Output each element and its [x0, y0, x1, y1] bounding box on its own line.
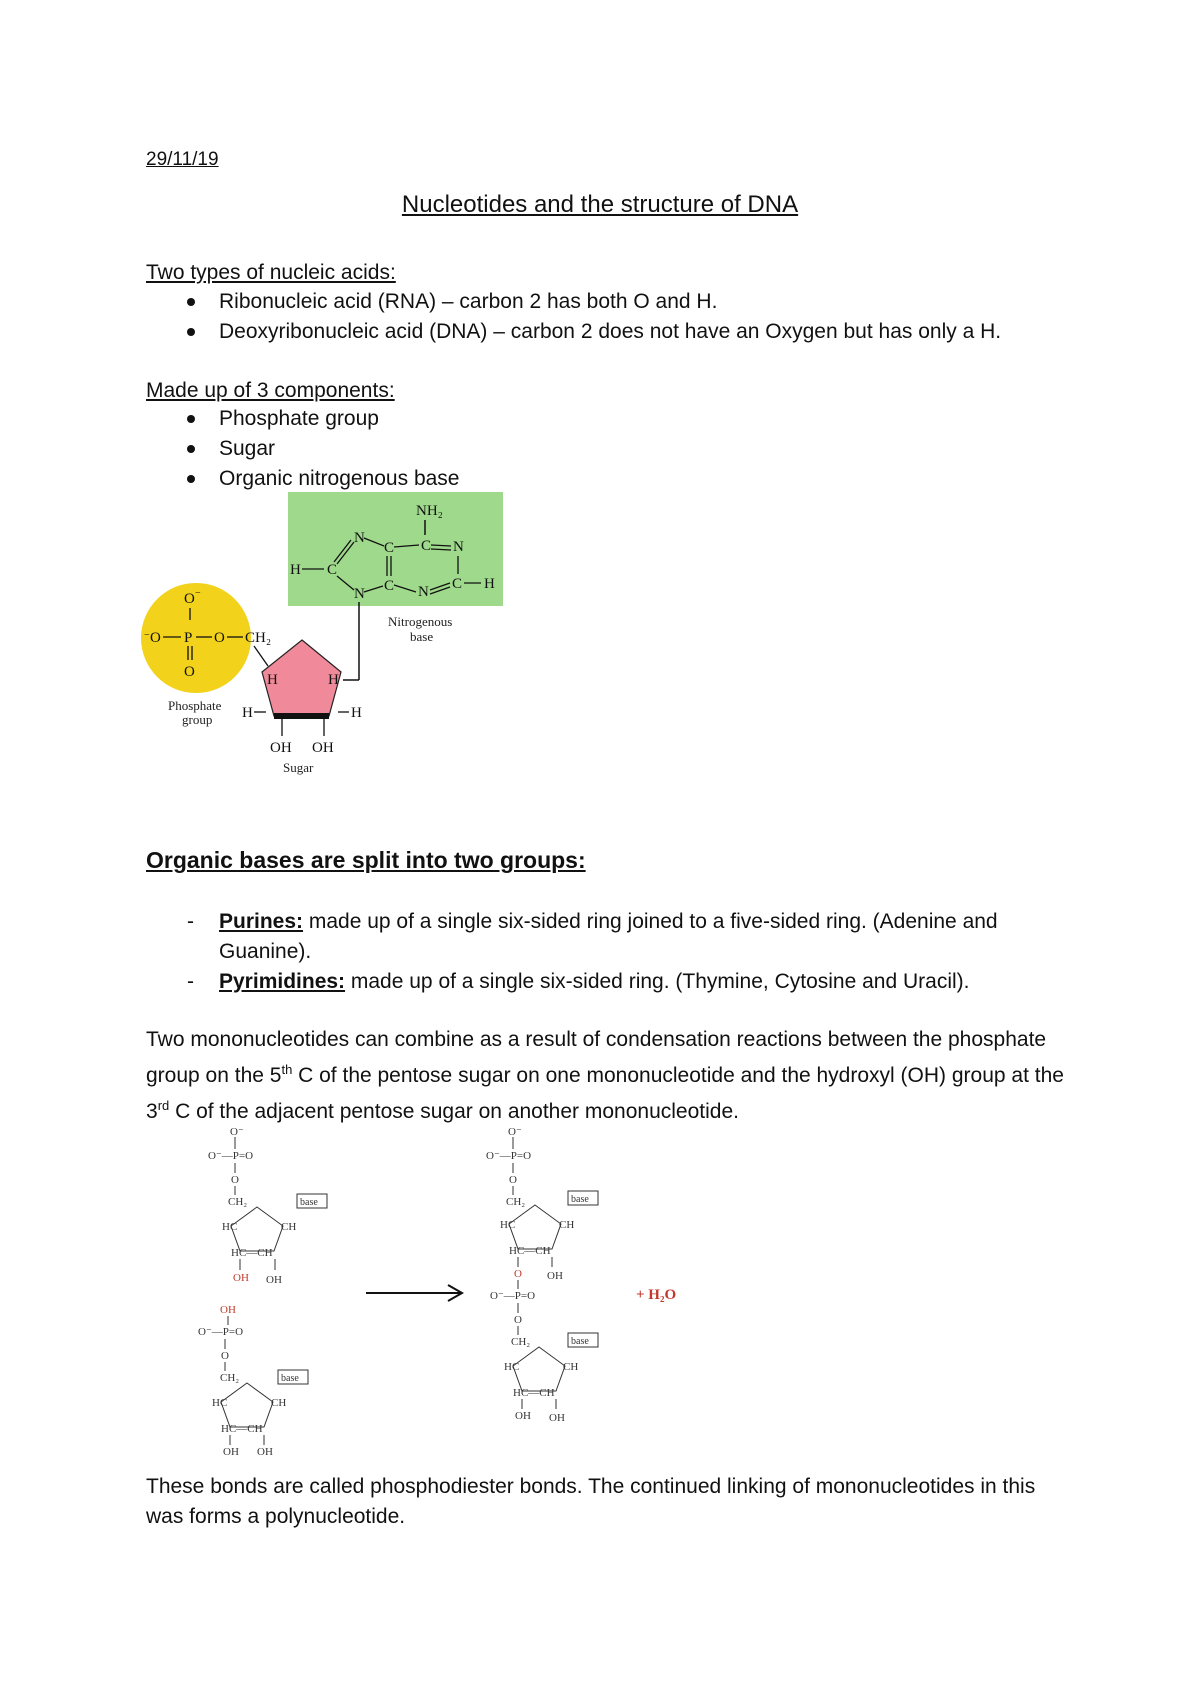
svg-text:HC—CH: HC—CH	[509, 1245, 551, 1257]
condensation-diagram	[190, 1125, 710, 1458]
bases-list	[183, 907, 1083, 997]
svg-text:HC: HC	[222, 1221, 238, 1233]
base-box-label: base	[300, 1197, 318, 1208]
svg-text:C: C	[421, 538, 432, 554]
svg-text:HC—CH: HC—CH	[221, 1423, 263, 1435]
svg-text:CH₂: CH₂	[245, 630, 272, 646]
pyrimidines-term: Pyrimidines:	[219, 970, 346, 993]
svg-text:H: H	[484, 576, 495, 592]
list-item: Ribonucleic acid (RNA) – carbon 2 has both O and H.	[183, 287, 1001, 317]
svg-text:O: O	[514, 1314, 522, 1326]
bases-heading: Organic bases are split into two groups:	[146, 847, 586, 873]
list-item: Deoxyribonucleic acid (DNA) – carbon 2 does not have an Oxygen but has only a H.	[183, 317, 1001, 347]
svg-text:C: C	[452, 576, 463, 592]
svg-text:P: P	[184, 630, 193, 646]
svg-text:C: C	[327, 562, 338, 578]
purines-text: made up of a single six-sided ring joined to a five-sided ring. (Adenine and Guanine).	[219, 910, 998, 963]
svg-text:O⁻: O⁻	[508, 1126, 522, 1138]
svg-text:CH: CH	[271, 1397, 287, 1409]
svg-text:HC—CH: HC—CH	[513, 1387, 555, 1399]
page-title: Nucleotides and the structure of DNA	[401, 191, 799, 218]
svg-text:HC: HC	[212, 1397, 228, 1409]
pyrimidines-text: made up of a single six-sided ring. (Thymine, Cytosine and Uracil).	[345, 970, 970, 993]
condensation-paragraph	[146, 1025, 1076, 1127]
svg-text:H: H	[267, 672, 278, 688]
svg-text:H: H	[351, 705, 362, 721]
svg-text:−: −	[195, 588, 201, 599]
right-dinucleotide	[486, 1126, 598, 1424]
purines-term: Purines:	[219, 910, 304, 933]
svg-text:OH: OH	[547, 1270, 563, 1282]
nucleic-acids-list	[183, 287, 1001, 347]
svg-text:OH: OH	[233, 1272, 249, 1284]
nucleic-acids-heading: Two types of nucleic acids:	[146, 261, 396, 284]
conclusion-paragraph: These bonds are called phosphodiester bonds. The continued linking of mononucleotides in this was forms a polynucleotide.	[146, 1475, 1036, 1528]
svg-text:O: O	[184, 664, 195, 680]
svg-text:CH: CH	[559, 1219, 575, 1231]
svg-text:CH₂: CH₂	[228, 1196, 248, 1208]
svg-text:−: −	[144, 630, 150, 641]
date: 29/11/19	[146, 149, 219, 170]
svg-text:CH: CH	[281, 1221, 297, 1233]
svg-text:O⁻—P=O: O⁻—P=O	[198, 1326, 244, 1338]
text-run: C of the pentose sugar on one mononucleotide and the hydroxyl (OH) group at the 3	[146, 1064, 1064, 1123]
svg-text:OH: OH	[549, 1412, 565, 1424]
svg-text:O: O	[221, 1350, 229, 1362]
components-list	[183, 404, 460, 494]
svg-text:CH₂: CH₂	[511, 1336, 531, 1348]
nitrogenous-base-area	[288, 492, 503, 606]
base-box-label: base	[281, 1373, 299, 1384]
svg-text:N: N	[354, 586, 365, 602]
svg-text:OH: OH	[270, 740, 292, 756]
base-box-label: base	[571, 1336, 589, 1347]
list-item	[183, 907, 1083, 967]
text-run: Two mononucleotides can combine as a result of condensation reactions between the phosphate group on the 5	[146, 1028, 1047, 1087]
svg-text:O: O	[184, 591, 195, 607]
svg-text:N: N	[418, 584, 429, 600]
svg-text:O: O	[231, 1174, 239, 1186]
svg-text:O⁻—P=O: O⁻—P=O	[490, 1290, 536, 1302]
svg-text:NH₂: NH₂	[416, 503, 443, 519]
nucleotide-diagram	[146, 490, 506, 780]
reaction-arrow	[366, 1285, 462, 1301]
svg-text:CH: CH	[563, 1361, 579, 1373]
svg-text:CH₂: CH₂	[220, 1372, 240, 1384]
phosphate-label: Phosphate	[168, 698, 222, 713]
svg-text:O: O	[514, 1268, 522, 1280]
left-bottom-nucleotide	[198, 1304, 308, 1458]
svg-text:HC—CH: HC—CH	[231, 1247, 273, 1259]
svg-text:O: O	[150, 630, 161, 646]
svg-text:OH: OH	[266, 1274, 282, 1286]
svg-text:O⁻: O⁻	[230, 1126, 244, 1138]
svg-text:N: N	[453, 539, 464, 555]
left-top-nucleotide	[208, 1126, 327, 1286]
svg-text:HC: HC	[504, 1361, 520, 1373]
superscript: rd	[157, 1098, 170, 1113]
text-run: C of the adjacent pentose sugar on another mononucleotide.	[169, 1100, 739, 1123]
svg-text:O⁻—P=O: O⁻—P=O	[208, 1150, 254, 1162]
svg-text:C: C	[384, 578, 395, 594]
svg-text:C: C	[384, 540, 395, 556]
nitrogenous-label: Nitrogenous	[388, 614, 453, 629]
svg-text:OH: OH	[515, 1410, 531, 1422]
svg-text:O: O	[509, 1174, 517, 1186]
water-product: + H₂O	[636, 1287, 677, 1303]
svg-text:O: O	[214, 630, 225, 646]
svg-text:OH: OH	[312, 740, 334, 756]
svg-text:H: H	[242, 705, 253, 721]
components-heading: Made up of 3 components:	[146, 379, 395, 402]
list-item: Phosphate group	[183, 404, 460, 434]
svg-text:HC: HC	[500, 1219, 516, 1231]
superscript: th	[281, 1062, 293, 1077]
svg-text:OH: OH	[223, 1446, 239, 1458]
list-item	[183, 967, 1083, 997]
svg-text:O⁻—P=O: O⁻—P=O	[486, 1150, 532, 1162]
svg-text:CH₂: CH₂	[506, 1196, 526, 1208]
list-item: Organic nitrogenous base	[183, 464, 460, 494]
svg-text:H: H	[290, 562, 301, 578]
list-item: Sugar	[183, 434, 460, 464]
base-box-label: base	[571, 1194, 589, 1205]
sugar-label: Sugar	[283, 760, 314, 775]
svg-text:OH: OH	[220, 1304, 236, 1316]
svg-text:N: N	[354, 530, 365, 546]
base-label: base	[410, 629, 434, 644]
group-label: group	[182, 712, 213, 727]
svg-text:H: H	[328, 672, 339, 688]
svg-text:OH: OH	[257, 1446, 273, 1458]
